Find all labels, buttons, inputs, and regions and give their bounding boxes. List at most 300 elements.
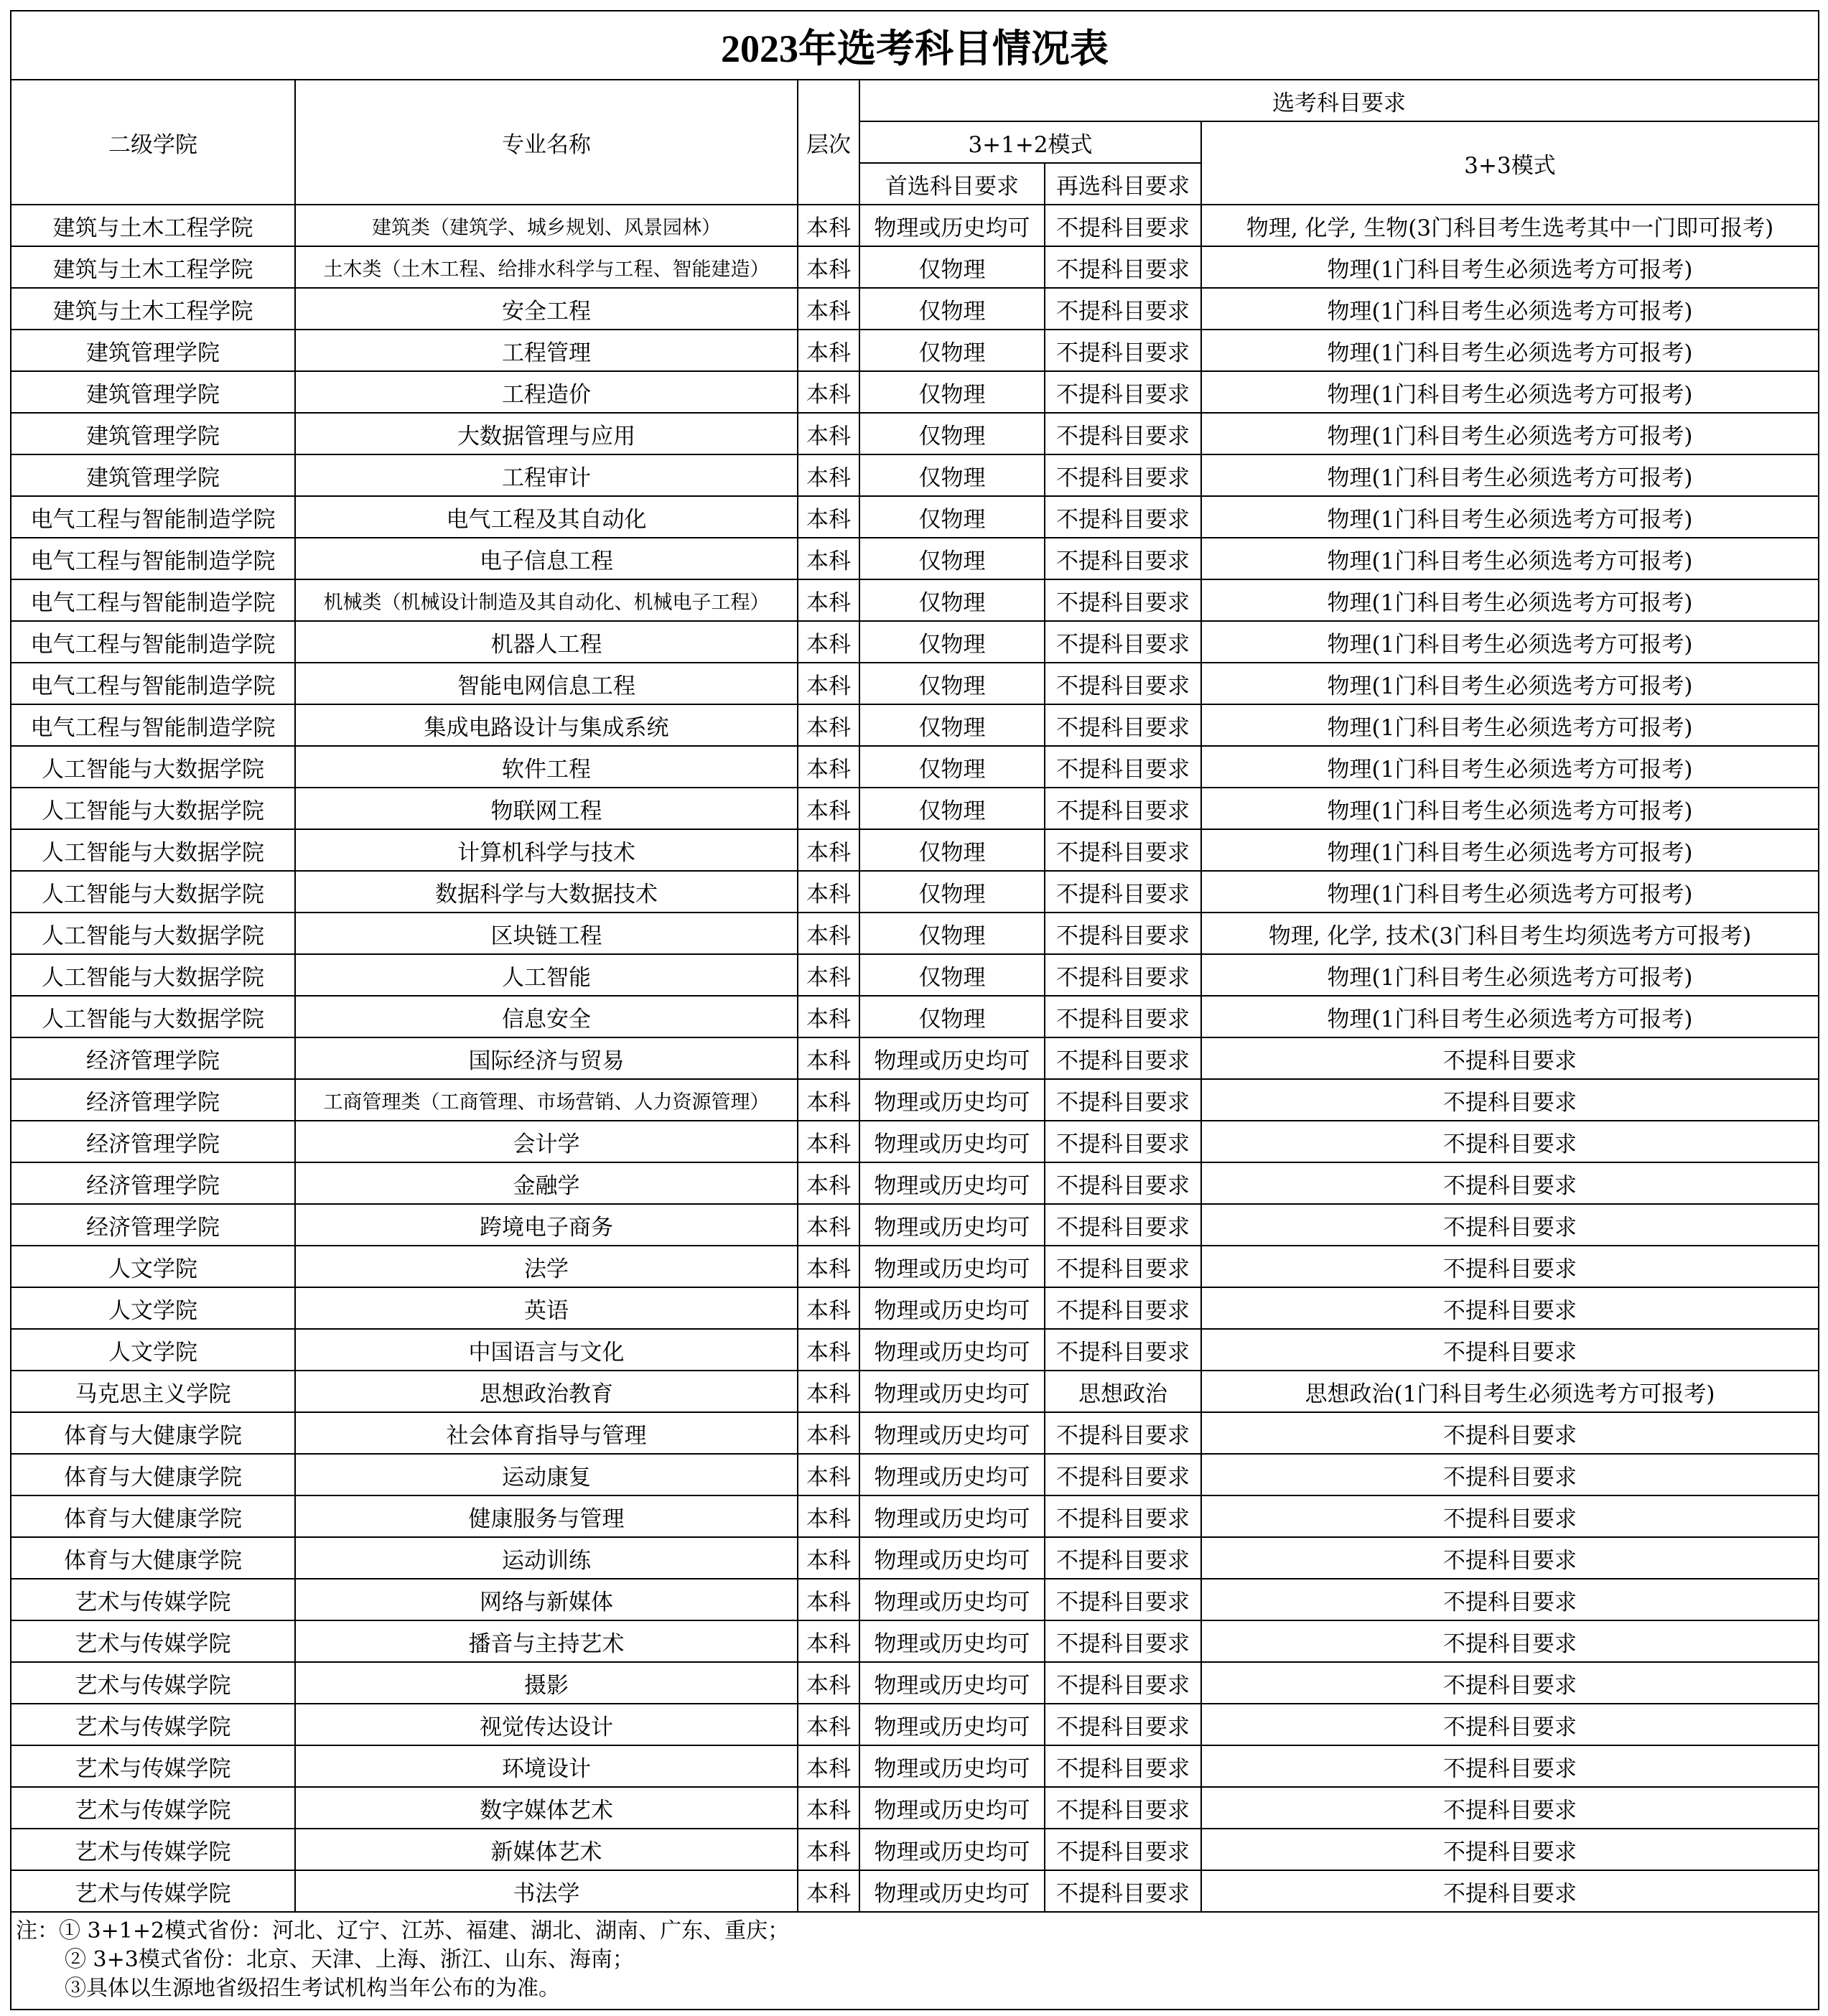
- major-cell: 网络与新媒体: [295, 1579, 798, 1620]
- level-cell: 本科: [798, 663, 859, 704]
- college-cell: 艺术与传媒学院: [11, 1745, 295, 1787]
- mode33-cell: 物理(1门科目考生必须选考方可报考): [1201, 496, 1819, 538]
- major-cell: 电气工程及其自动化: [295, 496, 798, 538]
- level-cell: 本科: [798, 454, 859, 496]
- second-choice-cell: 不提科目要求: [1045, 371, 1201, 413]
- mode33-cell: 不提科目要求: [1201, 1745, 1819, 1787]
- first-choice-cell: 仅物理: [859, 330, 1045, 371]
- level-cell: 本科: [798, 1495, 859, 1537]
- major-cell: 摄影: [295, 1662, 798, 1704]
- major-cell: 中国语言与文化: [295, 1329, 798, 1371]
- table-row: [11, 246, 1819, 288]
- page-title: 2023年选考科目情况表: [11, 11, 1819, 80]
- first-choice-cell: 物理或历史均可: [859, 1537, 1045, 1579]
- mode33-cell: 不提科目要求: [1201, 1829, 1819, 1870]
- mode33-cell: 不提科目要求: [1201, 1579, 1819, 1620]
- second-choice-cell: 不提科目要求: [1045, 288, 1201, 330]
- major-cell: 会计学: [295, 1121, 798, 1162]
- major-cell: 法学: [295, 1246, 798, 1287]
- mode33-cell: 物理(1门科目考生必须选考方可报考): [1201, 246, 1819, 288]
- second-choice-cell: 不提科目要求: [1045, 205, 1201, 246]
- first-choice-cell: 物理或历史均可: [859, 1704, 1045, 1745]
- first-choice-cell: 物理或历史均可: [859, 1121, 1045, 1162]
- table-row: [11, 1579, 1819, 1620]
- major-cell: 区块链工程: [295, 913, 798, 954]
- level-cell: 本科: [798, 1620, 859, 1662]
- level-cell: 本科: [798, 1745, 859, 1787]
- second-choice-cell: 不提科目要求: [1045, 1870, 1201, 1912]
- level-cell: 本科: [798, 1704, 859, 1745]
- college-cell: 经济管理学院: [11, 1162, 295, 1204]
- table-row: [11, 288, 1819, 330]
- mode33-cell: 物理, 化学, 生物(3门科目考生选考其中一门即可报考): [1201, 205, 1819, 246]
- header-college: 二级学院: [11, 80, 295, 205]
- mode33-cell: 不提科目要求: [1201, 1537, 1819, 1579]
- note-line-2: ② 3+3模式省份：北京、天津、上海、浙江、山东、海南；: [65, 1947, 634, 1972]
- second-choice-cell: 不提科目要求: [1045, 663, 1201, 704]
- level-cell: 本科: [798, 538, 859, 579]
- first-choice-cell: 仅物理: [859, 246, 1045, 288]
- table-row: [11, 1787, 1819, 1829]
- table-row: [11, 1329, 1819, 1371]
- college-cell: 艺术与传媒学院: [11, 1787, 295, 1829]
- mode33-cell: 物理(1门科目考生必须选考方可报考): [1201, 996, 1819, 1037]
- table-row: [11, 1079, 1819, 1121]
- level-cell: 本科: [798, 413, 859, 454]
- level-cell: 本科: [798, 1412, 859, 1454]
- table-row: [11, 1620, 1819, 1662]
- first-choice-cell: 物理或历史均可: [859, 1454, 1045, 1495]
- first-choice-cell: 物理或历史均可: [859, 1246, 1045, 1287]
- mode33-cell: 不提科目要求: [1201, 1620, 1819, 1662]
- level-cell: 本科: [798, 621, 859, 663]
- major-cell: 数据科学与大数据技术: [295, 871, 798, 913]
- major-cell: 工程造价: [295, 371, 798, 413]
- level-cell: 本科: [798, 1162, 859, 1204]
- major-cell: 机械类（机械设计制造及其自动化、机械电子工程）: [295, 579, 798, 621]
- level-cell: 本科: [798, 1537, 859, 1579]
- note-line-1: 注：① 3+1+2模式省份：河北、辽宁、江苏、福建、湖北、湖南、广东、重庆；: [16, 1918, 790, 1943]
- college-cell: 体育与大健康学院: [11, 1495, 295, 1537]
- header-mode-312: 3+1+2模式: [859, 121, 1201, 163]
- first-choice-cell: 仅物理: [859, 954, 1045, 996]
- first-choice-cell: 物理或历史均可: [859, 1870, 1045, 1912]
- first-choice-cell: 物理或历史均可: [859, 1787, 1045, 1829]
- mode33-cell: 不提科目要求: [1201, 1329, 1819, 1371]
- major-cell: 新媒体艺术: [295, 1829, 798, 1870]
- level-cell: 本科: [798, 704, 859, 746]
- mode33-cell: 不提科目要求: [1201, 1662, 1819, 1704]
- college-cell: 人文学院: [11, 1246, 295, 1287]
- table-row: [11, 1829, 1819, 1870]
- table-row: [11, 205, 1819, 246]
- mode33-cell: 物理(1门科目考生必须选考方可报考): [1201, 663, 1819, 704]
- table-row: [11, 1037, 1819, 1079]
- first-choice-cell: 物理或历史均可: [859, 1329, 1045, 1371]
- first-choice-cell: 仅物理: [859, 288, 1045, 330]
- table-row: [11, 371, 1819, 413]
- level-cell: 本科: [798, 788, 859, 829]
- first-choice-cell: 仅物理: [859, 663, 1045, 704]
- major-cell: 运动训练: [295, 1537, 798, 1579]
- level-cell: 本科: [798, 1204, 859, 1246]
- table-row: [11, 1412, 1819, 1454]
- college-cell: 人文学院: [11, 1287, 295, 1329]
- college-cell: 电气工程与智能制造学院: [11, 621, 295, 663]
- major-cell: 信息安全: [295, 996, 798, 1037]
- second-choice-cell: 不提科目要求: [1045, 496, 1201, 538]
- header-requirements: 选考科目要求: [859, 80, 1819, 121]
- second-choice-cell: 不提科目要求: [1045, 538, 1201, 579]
- major-cell: 建筑类（建筑学、城乡规划、风景园林）: [295, 205, 798, 246]
- second-choice-cell: 不提科目要求: [1045, 1162, 1201, 1204]
- selection-table-sheet: [10, 10, 1818, 2010]
- mode33-cell: 物理, 化学, 技术(3门科目考生均须选考方可报考): [1201, 913, 1819, 954]
- mode33-cell: 物理(1门科目考生必须选考方可报考): [1201, 579, 1819, 621]
- college-cell: 人工智能与大数据学院: [11, 871, 295, 913]
- mode33-cell: 物理(1门科目考生必须选考方可报考): [1201, 871, 1819, 913]
- table-row: [11, 1287, 1819, 1329]
- college-cell: 电气工程与智能制造学院: [11, 704, 295, 746]
- subject-requirements-table: [10, 10, 1819, 2010]
- table-row: [11, 1745, 1819, 1787]
- college-cell: 电气工程与智能制造学院: [11, 579, 295, 621]
- second-choice-cell: 不提科目要求: [1045, 246, 1201, 288]
- first-choice-cell: 仅物理: [859, 746, 1045, 788]
- table-row: [11, 1870, 1819, 1912]
- first-choice-cell: 仅物理: [859, 871, 1045, 913]
- level-cell: 本科: [798, 746, 859, 788]
- major-cell: 社会体育指导与管理: [295, 1412, 798, 1454]
- major-cell: 工商管理类（工商管理、市场营销、人力资源管理）: [295, 1079, 798, 1121]
- mode33-cell: 不提科目要求: [1201, 1037, 1819, 1079]
- second-choice-cell: 不提科目要求: [1045, 1037, 1201, 1079]
- second-choice-cell: 不提科目要求: [1045, 1662, 1201, 1704]
- mode33-cell: 不提科目要求: [1201, 1787, 1819, 1829]
- second-choice-cell: 不提科目要求: [1045, 913, 1201, 954]
- second-choice-cell: 不提科目要求: [1045, 1246, 1201, 1287]
- table-row: [11, 1246, 1819, 1287]
- college-cell: 艺术与传媒学院: [11, 1579, 295, 1620]
- level-cell: 本科: [798, 496, 859, 538]
- mode33-cell: 不提科目要求: [1201, 1121, 1819, 1162]
- header-major: 专业名称: [295, 80, 798, 205]
- college-cell: 艺术与传媒学院: [11, 1662, 295, 1704]
- major-cell: 思想政治教育: [295, 1371, 798, 1412]
- mode33-cell: 物理(1门科目考生必须选考方可报考): [1201, 413, 1819, 454]
- first-choice-cell: 物理或历史均可: [859, 1204, 1045, 1246]
- level-cell: 本科: [798, 246, 859, 288]
- table-row: [11, 496, 1819, 538]
- major-cell: 大数据管理与应用: [295, 413, 798, 454]
- level-cell: 本科: [798, 1287, 859, 1329]
- first-choice-cell: 仅物理: [859, 454, 1045, 496]
- college-cell: 艺术与传媒学院: [11, 1620, 295, 1662]
- table-row: [11, 621, 1819, 663]
- mode33-cell: 思想政治(1门科目考生必须选考方可报考): [1201, 1371, 1819, 1412]
- mode33-cell: 不提科目要求: [1201, 1495, 1819, 1537]
- second-choice-cell: 不提科目要求: [1045, 1745, 1201, 1787]
- college-cell: 人工智能与大数据学院: [11, 954, 295, 996]
- major-cell: 安全工程: [295, 288, 798, 330]
- mode33-cell: 物理(1门科目考生必须选考方可报考): [1201, 704, 1819, 746]
- major-cell: 电子信息工程: [295, 538, 798, 579]
- college-cell: 人工智能与大数据学院: [11, 746, 295, 788]
- level-cell: 本科: [798, 1079, 859, 1121]
- table-row: [11, 538, 1819, 579]
- mode33-cell: 物理(1门科目考生必须选考方可报考): [1201, 788, 1819, 829]
- college-cell: 建筑管理学院: [11, 330, 295, 371]
- first-choice-cell: 仅物理: [859, 704, 1045, 746]
- table-row: [11, 913, 1819, 954]
- level-cell: 本科: [798, 913, 859, 954]
- table-row: [11, 1162, 1819, 1204]
- table-row: [11, 663, 1819, 704]
- first-choice-cell: 物理或历史均可: [859, 1162, 1045, 1204]
- header-level: 层次: [798, 80, 859, 205]
- mode33-cell: 物理(1门科目考生必须选考方可报考): [1201, 829, 1819, 871]
- first-choice-cell: 物理或历史均可: [859, 1662, 1045, 1704]
- note-line-3: ③具体以生源地省级招生考试机构当年公布的为准。: [65, 1976, 560, 2001]
- second-choice-cell: 不提科目要求: [1045, 1620, 1201, 1662]
- college-cell: 经济管理学院: [11, 1037, 295, 1079]
- level-cell: 本科: [798, 1037, 859, 1079]
- table-row: [11, 1537, 1819, 1579]
- mode33-cell: 物理(1门科目考生必须选考方可报考): [1201, 746, 1819, 788]
- first-choice-cell: 物理或历史均可: [859, 1829, 1045, 1870]
- mode33-cell: 物理(1门科目考生必须选考方可报考): [1201, 621, 1819, 663]
- second-choice-cell: 不提科目要求: [1045, 1704, 1201, 1745]
- level-cell: 本科: [798, 954, 859, 996]
- mode33-cell: 物理(1门科目考生必须选考方可报考): [1201, 954, 1819, 996]
- college-cell: 人工智能与大数据学院: [11, 829, 295, 871]
- table-row: [11, 1204, 1819, 1246]
- mode33-cell: 不提科目要求: [1201, 1246, 1819, 1287]
- first-choice-cell: 仅物理: [859, 996, 1045, 1037]
- college-cell: 建筑与土木工程学院: [11, 205, 295, 246]
- second-choice-cell: 不提科目要求: [1045, 746, 1201, 788]
- first-choice-cell: 物理或历史均可: [859, 1037, 1045, 1079]
- table-row: [11, 1371, 1819, 1412]
- level-cell: 本科: [798, 579, 859, 621]
- level-cell: 本科: [798, 1662, 859, 1704]
- major-cell: 书法学: [295, 1870, 798, 1912]
- second-choice-cell: 不提科目要求: [1045, 996, 1201, 1037]
- header-first-choice: 首选科目要求: [859, 163, 1045, 205]
- first-choice-cell: 仅物理: [859, 621, 1045, 663]
- second-choice-cell: 不提科目要求: [1045, 1579, 1201, 1620]
- college-cell: 马克思主义学院: [11, 1371, 295, 1412]
- level-cell: 本科: [798, 288, 859, 330]
- table-row: [11, 1495, 1819, 1537]
- table-row: [11, 871, 1819, 913]
- first-choice-cell: 仅物理: [859, 371, 1045, 413]
- first-choice-cell: 物理或历史均可: [859, 1371, 1045, 1412]
- second-choice-cell: 思想政治: [1045, 1371, 1201, 1412]
- level-cell: 本科: [798, 996, 859, 1037]
- second-choice-cell: 不提科目要求: [1045, 788, 1201, 829]
- college-cell: 电气工程与智能制造学院: [11, 496, 295, 538]
- college-cell: 电气工程与智能制造学院: [11, 663, 295, 704]
- level-cell: 本科: [798, 205, 859, 246]
- mode33-cell: 不提科目要求: [1201, 1287, 1819, 1329]
- college-cell: 人工智能与大数据学院: [11, 913, 295, 954]
- first-choice-cell: 仅物理: [859, 913, 1045, 954]
- level-cell: 本科: [798, 871, 859, 913]
- mode33-cell: 不提科目要求: [1201, 1204, 1819, 1246]
- table-row: [11, 413, 1819, 454]
- major-cell: 英语: [295, 1287, 798, 1329]
- second-choice-cell: 不提科目要求: [1045, 954, 1201, 996]
- second-choice-cell: 不提科目要求: [1045, 704, 1201, 746]
- table-row: [11, 788, 1819, 829]
- college-cell: 建筑管理学院: [11, 371, 295, 413]
- table-row: [11, 954, 1819, 996]
- mode33-cell: 物理(1门科目考生必须选考方可报考): [1201, 288, 1819, 330]
- major-cell: 计算机科学与技术: [295, 829, 798, 871]
- level-cell: 本科: [798, 1371, 859, 1412]
- table-row: [11, 1454, 1819, 1495]
- college-cell: 建筑管理学院: [11, 413, 295, 454]
- major-cell: 工程审计: [295, 454, 798, 496]
- first-choice-cell: 仅物理: [859, 579, 1045, 621]
- first-choice-cell: 仅物理: [859, 496, 1045, 538]
- first-choice-cell: 物理或历史均可: [859, 1745, 1045, 1787]
- table-row: [11, 829, 1819, 871]
- college-cell: 经济管理学院: [11, 1204, 295, 1246]
- second-choice-cell: 不提科目要求: [1045, 1787, 1201, 1829]
- first-choice-cell: 物理或历史均可: [859, 205, 1045, 246]
- major-cell: 集成电路设计与集成系统: [295, 704, 798, 746]
- mode33-cell: 不提科目要求: [1201, 1079, 1819, 1121]
- second-choice-cell: 不提科目要求: [1045, 579, 1201, 621]
- major-cell: 物联网工程: [295, 788, 798, 829]
- second-choice-cell: 不提科目要求: [1045, 1495, 1201, 1537]
- second-choice-cell: 不提科目要求: [1045, 1079, 1201, 1121]
- second-choice-cell: 不提科目要求: [1045, 1121, 1201, 1162]
- college-cell: 建筑与土木工程学院: [11, 288, 295, 330]
- table-row: [11, 1662, 1819, 1704]
- second-choice-cell: 不提科目要求: [1045, 454, 1201, 496]
- level-cell: 本科: [798, 1829, 859, 1870]
- table-row: [11, 330, 1819, 371]
- major-cell: 数字媒体艺术: [295, 1787, 798, 1829]
- notes-cell: [11, 1912, 1819, 2010]
- major-cell: 工程管理: [295, 330, 798, 371]
- table-row: [11, 1704, 1819, 1745]
- header-mode-33: 3+3模式: [1201, 121, 1819, 205]
- major-cell: 跨境电子商务: [295, 1204, 798, 1246]
- mode33-cell: 不提科目要求: [1201, 1704, 1819, 1745]
- college-cell: 电气工程与智能制造学院: [11, 538, 295, 579]
- first-choice-cell: 仅物理: [859, 788, 1045, 829]
- first-choice-cell: 物理或历史均可: [859, 1079, 1045, 1121]
- mode33-cell: 不提科目要求: [1201, 1454, 1819, 1495]
- college-cell: 人文学院: [11, 1329, 295, 1371]
- college-cell: 艺术与传媒学院: [11, 1829, 295, 1870]
- level-cell: 本科: [798, 1121, 859, 1162]
- second-choice-cell: 不提科目要求: [1045, 1287, 1201, 1329]
- level-cell: 本科: [798, 1870, 859, 1912]
- major-cell: 视觉传达设计: [295, 1704, 798, 1745]
- mode33-cell: 不提科目要求: [1201, 1412, 1819, 1454]
- college-cell: 体育与大健康学院: [11, 1412, 295, 1454]
- college-cell: 艺术与传媒学院: [11, 1704, 295, 1745]
- college-cell: 建筑管理学院: [11, 454, 295, 496]
- first-choice-cell: 仅物理: [859, 829, 1045, 871]
- mode33-cell: 不提科目要求: [1201, 1162, 1819, 1204]
- first-choice-cell: 物理或历史均可: [859, 1620, 1045, 1662]
- table-body: [11, 205, 1819, 1912]
- college-cell: 体育与大健康学院: [11, 1454, 295, 1495]
- first-choice-cell: 仅物理: [859, 413, 1045, 454]
- college-cell: 人工智能与大数据学院: [11, 996, 295, 1037]
- second-choice-cell: 不提科目要求: [1045, 1454, 1201, 1495]
- college-cell: 艺术与传媒学院: [11, 1870, 295, 1912]
- level-cell: 本科: [798, 371, 859, 413]
- major-cell: 运动康复: [295, 1454, 798, 1495]
- college-cell: 人工智能与大数据学院: [11, 788, 295, 829]
- college-cell: 建筑与土木工程学院: [11, 246, 295, 288]
- major-cell: 机器人工程: [295, 621, 798, 663]
- first-choice-cell: 物理或历史均可: [859, 1287, 1045, 1329]
- mode33-cell: 不提科目要求: [1201, 1870, 1819, 1912]
- second-choice-cell: 不提科目要求: [1045, 621, 1201, 663]
- second-choice-cell: 不提科目要求: [1045, 1412, 1201, 1454]
- level-cell: 本科: [798, 1329, 859, 1371]
- second-choice-cell: 不提科目要求: [1045, 1329, 1201, 1371]
- major-cell: 智能电网信息工程: [295, 663, 798, 704]
- second-choice-cell: 不提科目要求: [1045, 829, 1201, 871]
- level-cell: 本科: [798, 1579, 859, 1620]
- mode33-cell: 物理(1门科目考生必须选考方可报考): [1201, 454, 1819, 496]
- major-cell: 土木类（土木工程、给排水科学与工程、智能建造）: [295, 246, 798, 288]
- level-cell: 本科: [798, 1787, 859, 1829]
- level-cell: 本科: [798, 330, 859, 371]
- major-cell: 健康服务与管理: [295, 1495, 798, 1537]
- major-cell: 软件工程: [295, 746, 798, 788]
- table-row: [11, 579, 1819, 621]
- college-cell: 经济管理学院: [11, 1079, 295, 1121]
- second-choice-cell: 不提科目要求: [1045, 871, 1201, 913]
- second-choice-cell: 不提科目要求: [1045, 413, 1201, 454]
- second-choice-cell: 不提科目要求: [1045, 1829, 1201, 1870]
- level-cell: 本科: [798, 829, 859, 871]
- table-row: [11, 704, 1819, 746]
- major-cell: 环境设计: [295, 1745, 798, 1787]
- college-cell: 经济管理学院: [11, 1121, 295, 1162]
- table-row: [11, 454, 1819, 496]
- major-cell: 国际经济与贸易: [295, 1037, 798, 1079]
- first-choice-cell: 物理或历史均可: [859, 1579, 1045, 1620]
- college-cell: 体育与大健康学院: [11, 1537, 295, 1579]
- major-cell: 播音与主持艺术: [295, 1620, 798, 1662]
- table-row: [11, 996, 1819, 1037]
- first-choice-cell: 物理或历史均可: [859, 1412, 1045, 1454]
- header-second-choice: 再选科目要求: [1045, 163, 1201, 205]
- second-choice-cell: 不提科目要求: [1045, 330, 1201, 371]
- table-row: [11, 746, 1819, 788]
- level-cell: 本科: [798, 1454, 859, 1495]
- table-row: [11, 1121, 1819, 1162]
- mode33-cell: 物理(1门科目考生必须选考方可报考): [1201, 371, 1819, 413]
- mode33-cell: 物理(1门科目考生必须选考方可报考): [1201, 538, 1819, 579]
- major-cell: 人工智能: [295, 954, 798, 996]
- second-choice-cell: 不提科目要求: [1045, 1537, 1201, 1579]
- first-choice-cell: 物理或历史均可: [859, 1495, 1045, 1537]
- second-choice-cell: 不提科目要求: [1045, 1204, 1201, 1246]
- level-cell: 本科: [798, 1246, 859, 1287]
